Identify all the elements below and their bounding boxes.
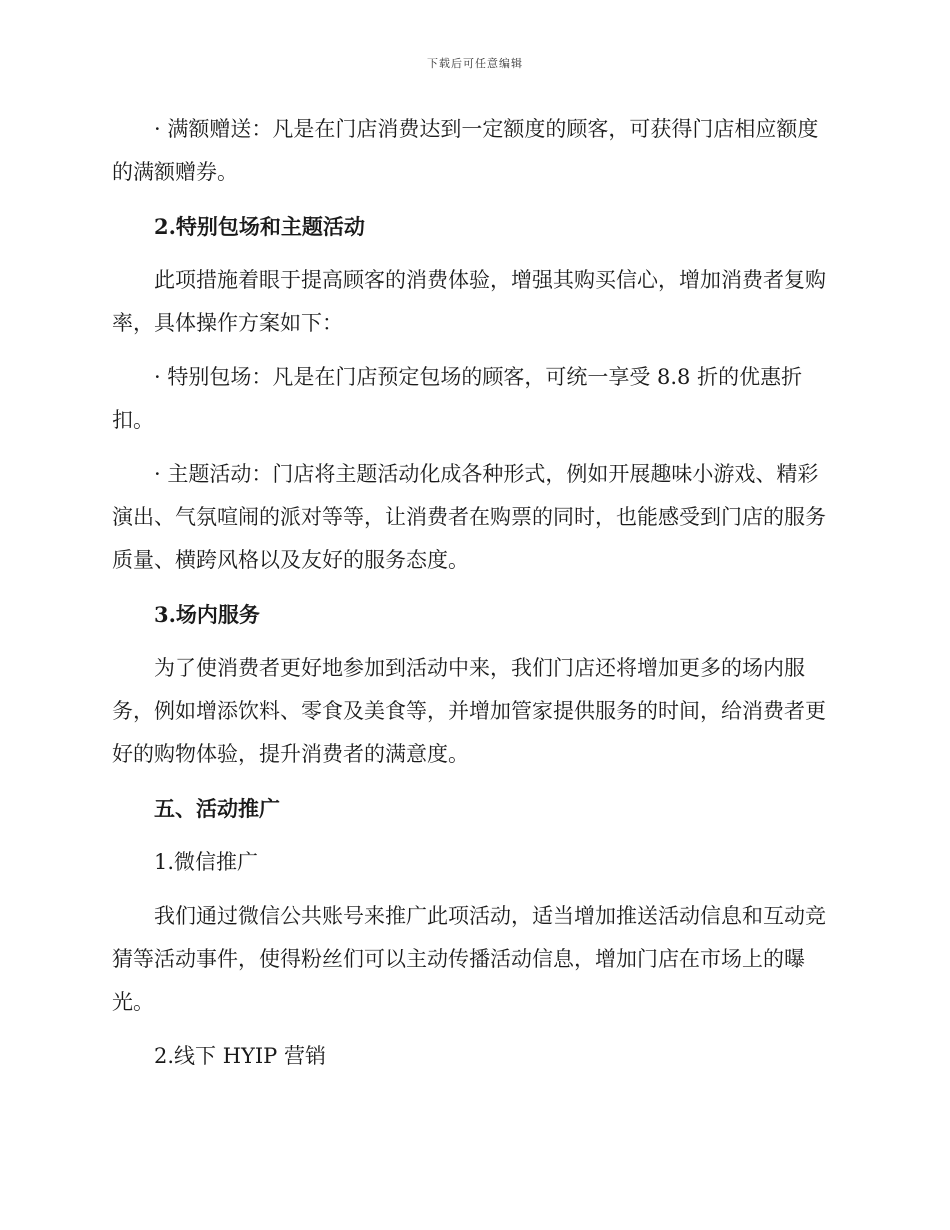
paragraph-wechat: 我们通过微信公共账号来推广此项活动，适当增加推送活动信息和互动竞猜等活动事件，使得粉丝们可以主动传播活动信息，增加门店在市场上的曝光。 (112, 904, 826, 1014)
paragraph-onsite-service: 为了使消费者更好地参加到活动中来，我们门店还将增加更多的场内服务，例如增添饮料、零食及美食等，并增加管家提供服务的时间，给消费者更好的购物体验，提升消费者的满意度。 (112, 656, 826, 766)
heading-special-booking: 2.特别包场和主题活动 (154, 214, 365, 239)
paragraph-experience-measures: 此项措施着眼于提高顾客的消费体验，增强其购买信心，增加消费者复购率，具体操作方案如下： (112, 268, 826, 335)
paragraph-theme-activity: · 主题活动：门店将主题活动化成各种形式，例如开展趣味小游戏、精彩演出、气氛喧闹的派对等等，让消费者在购票的同时，也能感受到门店的服务质量、横跨风格以及友好的服务态度。 (112, 462, 826, 572)
document-body (112, 108, 832, 1089)
paragraph-special-booking: · 特别包场：凡是在门店预定包场的顾客，可统一享受 8.8 折的优惠折扣。 (112, 365, 803, 432)
subheading-wechat: 1.微信推广 (154, 850, 259, 874)
heading-onsite-service: 3.场内服务 (154, 602, 260, 627)
heading-promotion: 五、活动推广 (154, 796, 280, 821)
header-note: 下载后可任意编辑 (427, 57, 523, 70)
paragraph-full-amount-gift: · 满额赠送：凡是在门店消费达到一定额度的顾客，可获得门店相应额度的满额赠券。 (112, 117, 819, 184)
subheading-offline: 2.线下 HYIP 营销 (154, 1044, 326, 1068)
